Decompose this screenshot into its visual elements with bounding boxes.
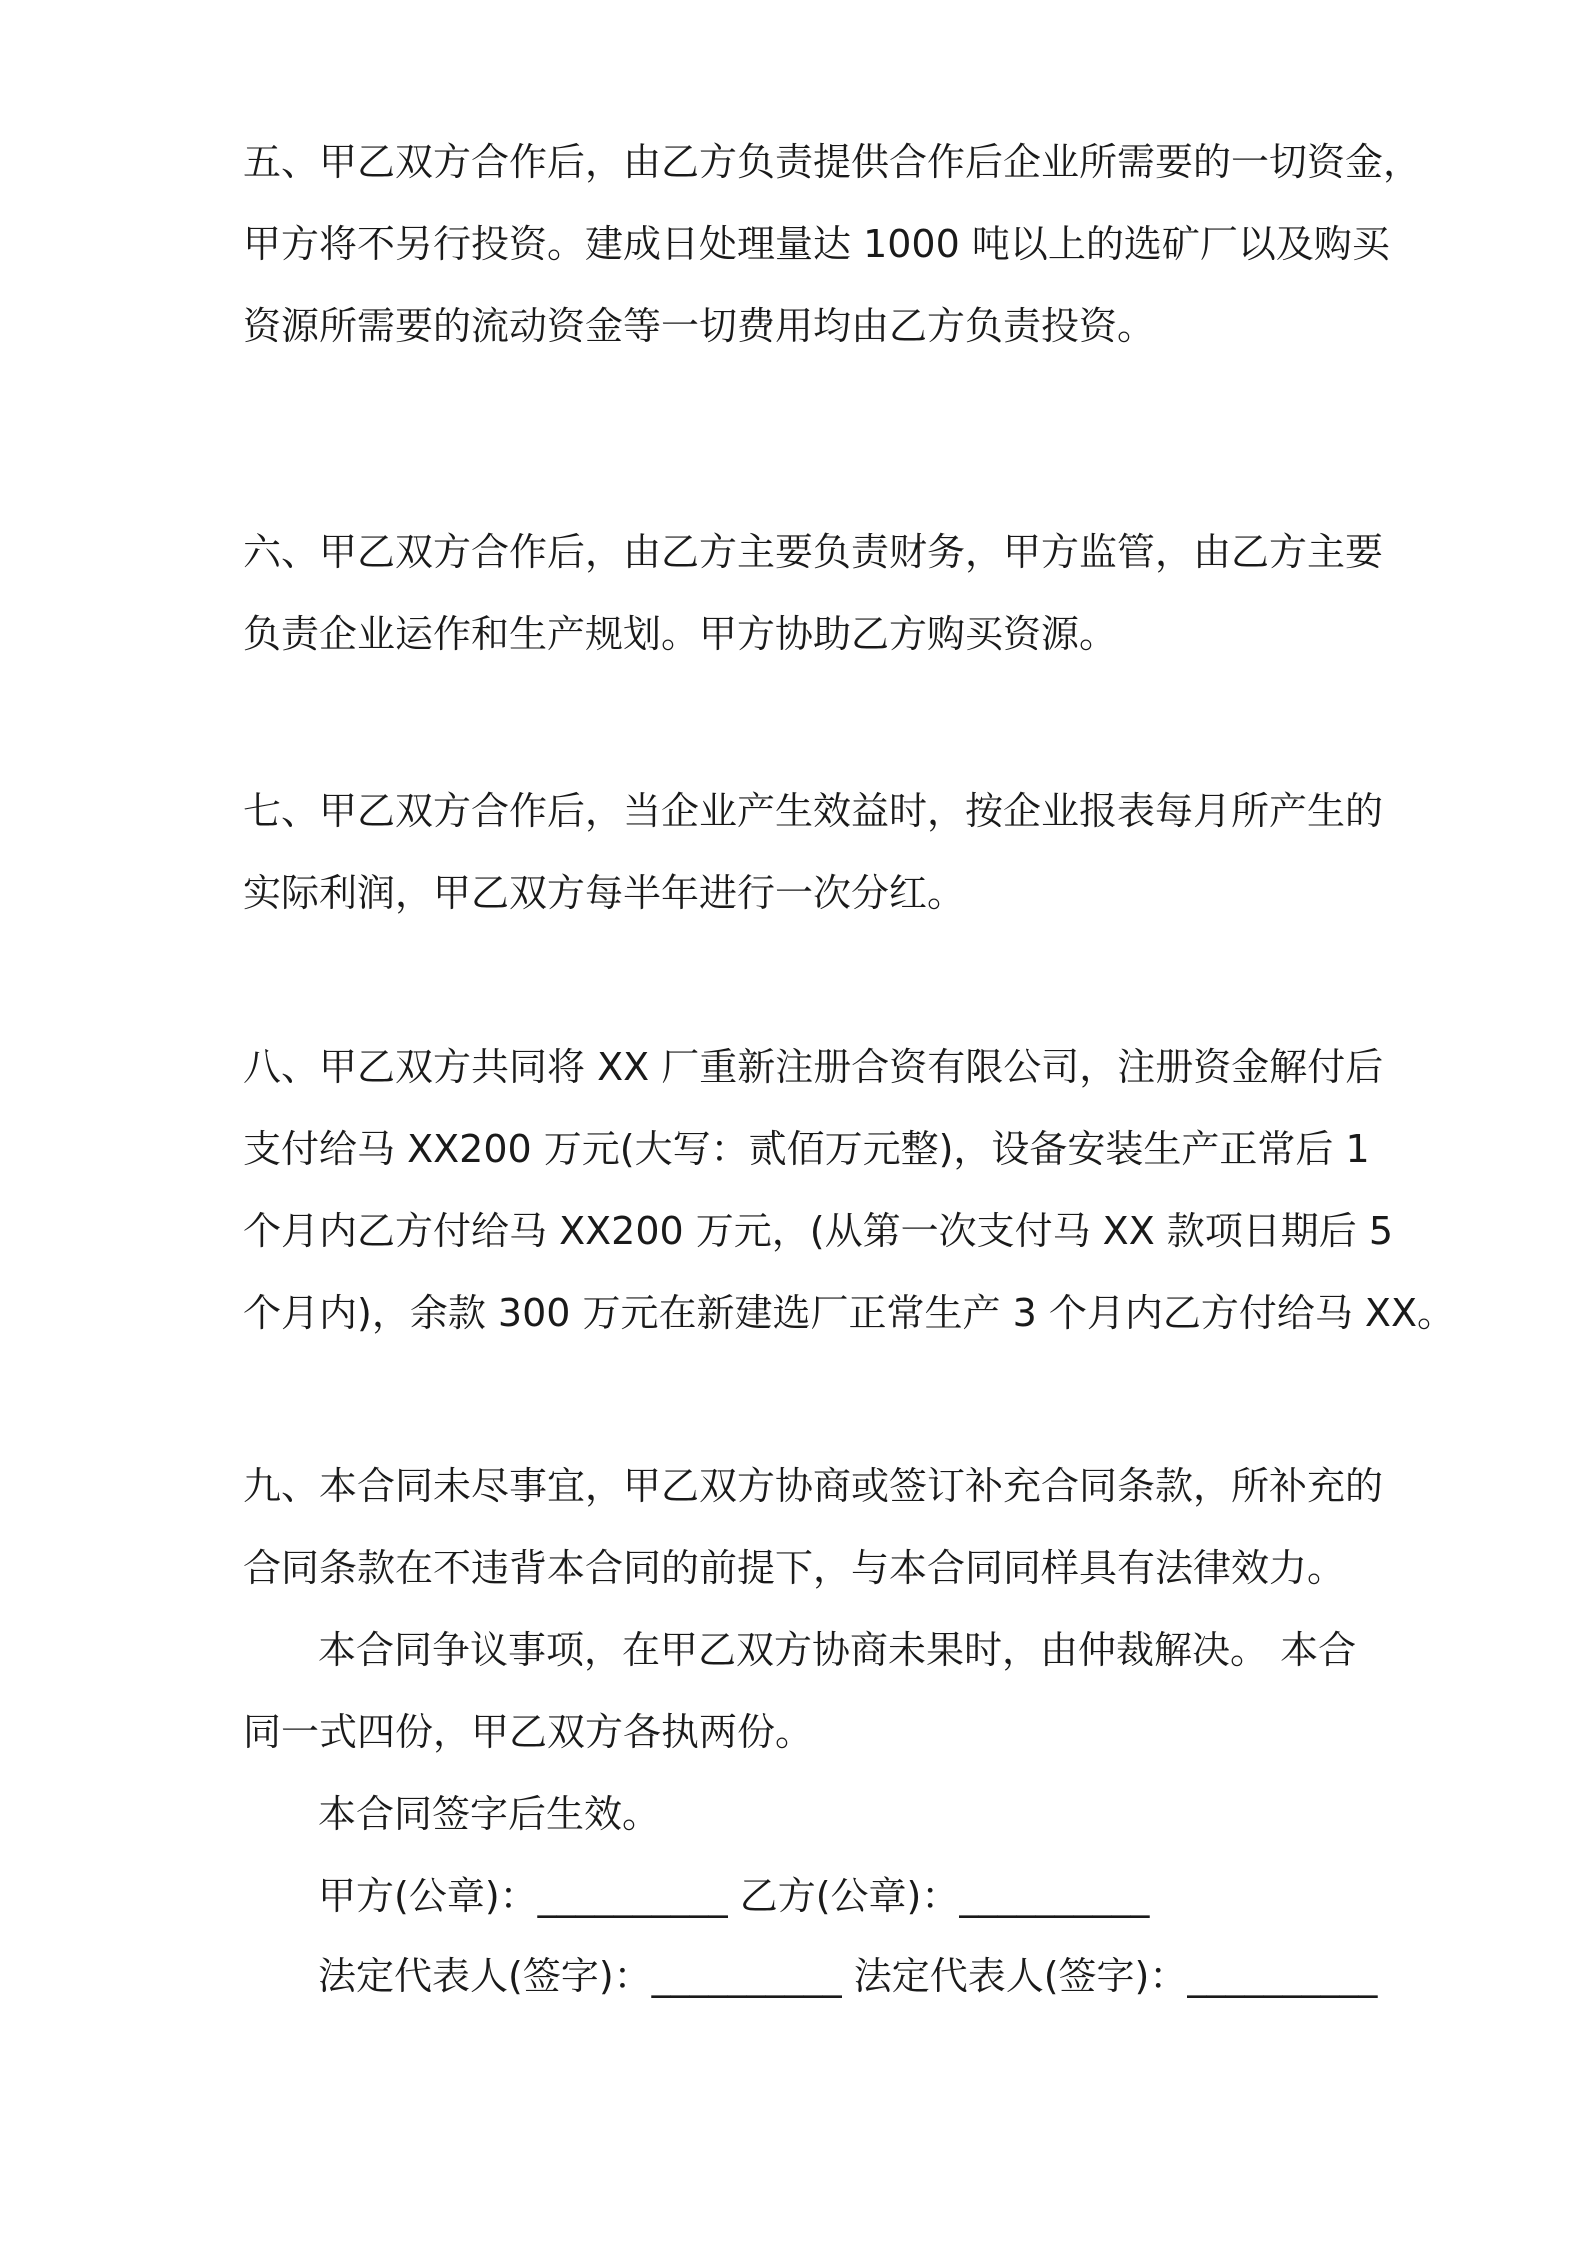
clause-8-line-3: 个月内乙方付给马 XX200 万元，(从第一次支付马 XX 款项日期后 5	[243, 1209, 1394, 1253]
dispute-line-1: 本合同争议事项，在甲乙双方协商未果时，由仲裁解决。 本合	[318, 1628, 1357, 1672]
clause-6-line-1: 六、甲乙双方合作后，由乙方主要负责财务，甲方监管，由乙方主要	[243, 530, 1384, 574]
clause-6-line-2: 负责企业运作和生产规划。甲方协助乙方购买资源。	[243, 612, 1118, 656]
clause-5-line-2: 甲方将不另行投资。建成日处理量达 1000 吨以上的选矿厂以及购买	[243, 222, 1390, 266]
signature-row-seal: 甲方(公章)：__________ 乙方(公章)：__________	[318, 1874, 1150, 1918]
clause-8-line-2: 支付给马 XX200 万元(大写：贰佰万元整)，设备安装生产正常后 1	[243, 1127, 1370, 1171]
signature-row-representative: 法定代表人(签字)：__________ 法定代表人(签字)：__________	[318, 1954, 1378, 1998]
clause-8-line-4: 个月内)，余款 300 万元在新建选厂正常生产 3 个月内乙方付给马 XX。	[243, 1291, 1455, 1335]
clause-9-line-1: 九、本合同未尽事宜，甲乙双方协商或签订补充合同条款，所补充的	[243, 1464, 1384, 1508]
dispute-line-2: 同一式四份，甲乙双方各执两份。	[243, 1710, 814, 1754]
clause-5-line-3: 资源所需要的流动资金等一切费用均由乙方负责投资。	[243, 304, 1156, 348]
clause-7-line-2: 实际利润，甲乙双方每半年进行一次分红。	[243, 871, 966, 915]
clause-5-line-1: 五、甲乙双方合作后，由乙方负责提供合作后企业所需要的一切资金，	[243, 140, 1422, 184]
clause-8-line-1: 八、甲乙双方共同将 XX 厂重新注册合资有限公司，注册资金解付后	[243, 1045, 1384, 1089]
effective-statement: 本合同签字后生效。	[318, 1792, 661, 1836]
clause-9-line-2: 合同条款在不违背本合同的前提下，与本合同同样具有法律效力。	[243, 1546, 1346, 1590]
clause-7-line-1: 七、甲乙双方合作后，当企业产生效益时，按企业报表每月所产生的	[243, 789, 1384, 833]
